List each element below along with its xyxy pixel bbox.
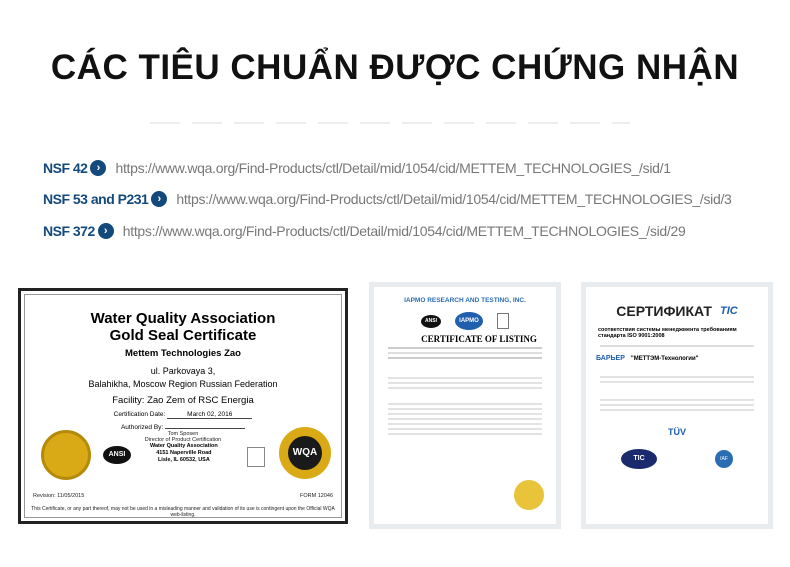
link-label: NSF 53 and P231 [43, 191, 149, 207]
chevron-right-icon[interactable]: › [98, 223, 114, 239]
date-label: Certification Date: [113, 411, 166, 418]
org-address: Lisle, IL 60532, USA [157, 457, 210, 463]
cert-heading: СЕРТИФИКАТ [616, 303, 712, 319]
cert-date: March 02, 2016 [167, 411, 252, 419]
certificate-link[interactable]: https://www.wqa.org/Find-Products/ctl/Detail/mid/1054/cid/METTEM_TECHNOLOGIES_/sid/1 [115, 160, 671, 176]
link-label: NSF 42 [43, 160, 88, 176]
cert-heading: Water Quality Association [90, 310, 276, 327]
iaf-logo: IAF [715, 450, 733, 468]
cert-facility: Facility: Zao Zem of RSC Energia [112, 395, 254, 406]
wqa-certificate-image[interactable] [18, 288, 348, 524]
divider [150, 122, 630, 124]
barrier-logo: БАРЬЕР [596, 355, 625, 362]
link-label: NSF 372 [43, 223, 95, 239]
chevron-right-icon[interactable]: › [151, 191, 167, 207]
certificate-link[interactable]: https://www.wqa.org/Find-Products/ctl/Detail/mid/1054/cid/METTEM_TECHNOLOGIES_/sid/29 [122, 223, 686, 239]
signer-title: Director of Product Certification [144, 437, 222, 443]
signer: Tom Sposen [167, 431, 199, 437]
page-title: CÁC TIÊU CHUẨN ĐƯỢC CHỨNG NHẬN [50, 48, 740, 87]
cert-address: Balahikha, Moscow Region Russian Federation [88, 379, 278, 389]
wqa-seal-icon [279, 427, 331, 479]
revision: Revision: 11/05/2015 [33, 493, 85, 499]
seal-text: WQA [288, 436, 322, 470]
chevron-right-icon[interactable]: › [90, 160, 106, 176]
org-address: 4151 Naperville Road [156, 450, 212, 456]
cert-subtitle: соответствия системы менеджмента требованиям стандарта ISO 9001:2008 [598, 327, 737, 339]
tic-seal: TIC [621, 449, 657, 469]
ansi-logo: ANSI [103, 446, 131, 464]
cert-heading: CERTIFICATE OF LISTING [421, 334, 537, 344]
ansi-logo: ANSI [421, 315, 441, 328]
iapmo-certificate-image[interactable] [369, 282, 561, 529]
cert-address: ul. Parkovaya 3, [150, 366, 216, 376]
cert-company: "МЕТТЭМ-Технологии" [630, 355, 699, 362]
tic-logo: TIC [720, 305, 738, 317]
link-row-nsf372 [43, 223, 685, 239]
gold-seal-icon [514, 480, 544, 510]
cert-org: IAPMO RESEARCH AND TESTING, INC. [404, 297, 526, 304]
form-number: FORM 12046 [299, 493, 333, 499]
cert-heading: Gold Seal Certificate [109, 327, 257, 344]
org-name: Water Quality Association [150, 443, 218, 449]
mark-icon [497, 313, 509, 329]
gold-seal-icon [41, 430, 91, 480]
link-row-nsf42 [43, 160, 671, 176]
certificate-link[interactable]: https://www.wqa.org/Find-Products/ctl/Detail/mid/1054/cid/METTEM_TECHNOLOGIES_/sid/3 [176, 191, 732, 207]
auth-label: Authorized By: [120, 424, 164, 431]
iapmo-logo: IAPMO [455, 312, 483, 330]
cert-company: Mettem Technologies Zao [125, 348, 241, 359]
tuv-logo: TÜV [668, 427, 686, 437]
link-row-nsf53 [43, 191, 732, 207]
tic-certificate-image[interactable] [581, 282, 773, 529]
nsf-mark-icon [247, 447, 265, 467]
cert-footer: This Certificate, or any part thereof, may not be used in a misleading manner and validation of its use is contingent upon the Official WQA web-listing. [31, 506, 335, 518]
